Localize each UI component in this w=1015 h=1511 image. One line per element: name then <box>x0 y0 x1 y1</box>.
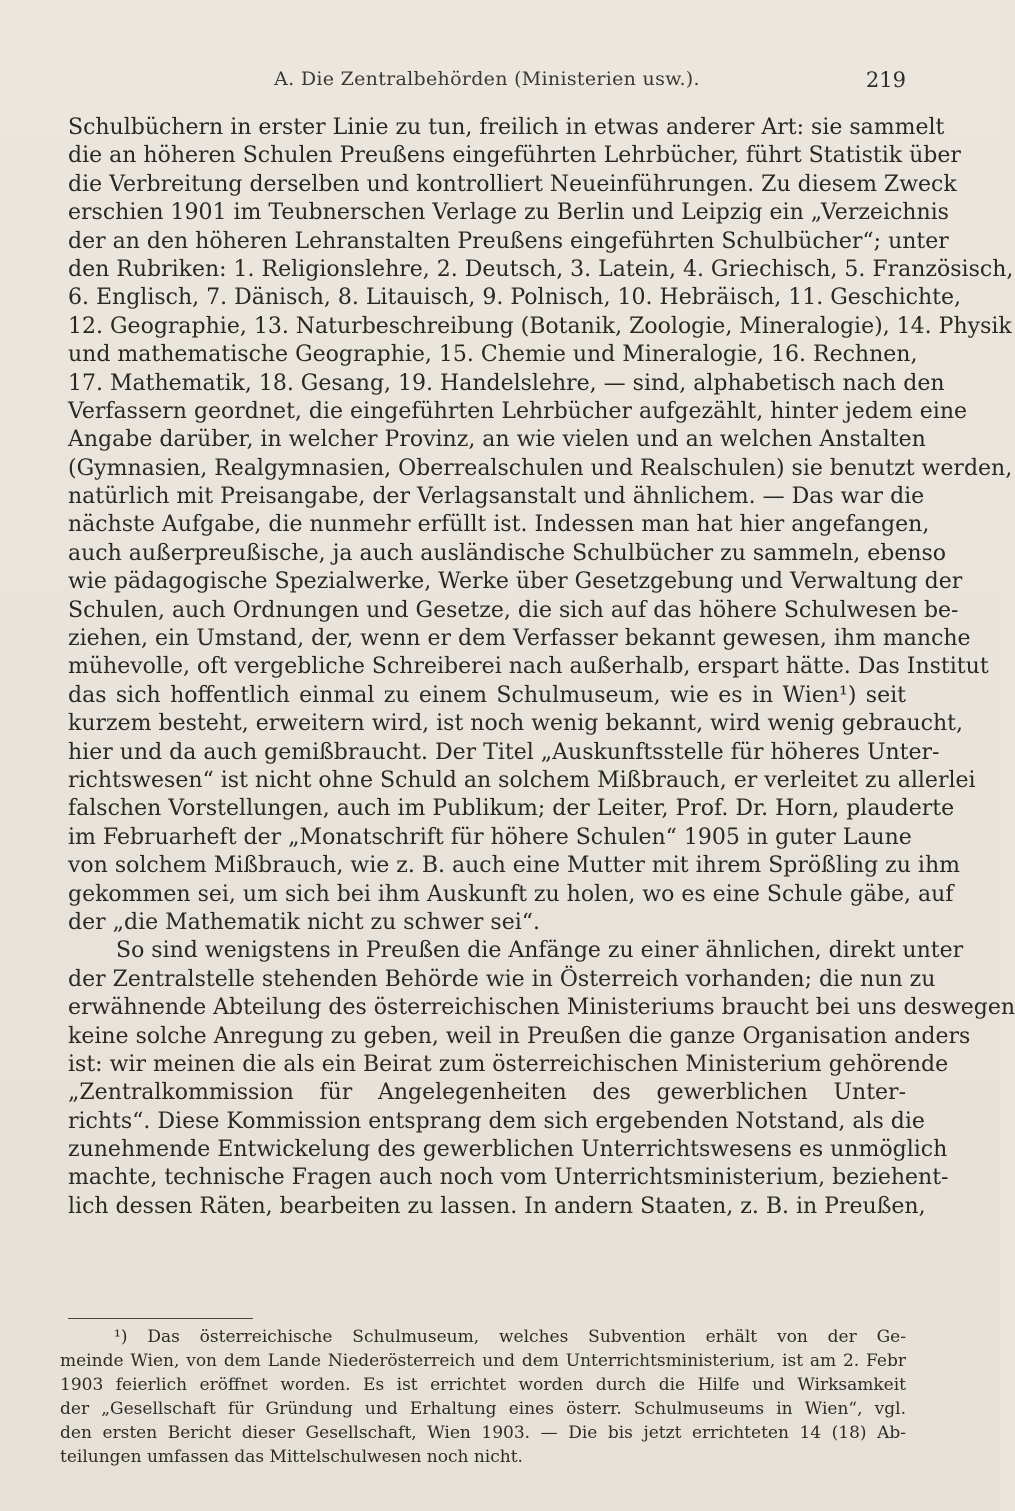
body-line: kurzem besteht, erweitern wird, ist noch wenig bekannt, wird wenig gebraucht, <box>68 711 963 737</box>
body-line: nächste Aufgabe, die nunmehr erfüllt ist. Indessen man hat hier angefangen, <box>68 512 930 538</box>
body-line: Schulbüchern in erster Linie zu tun, freilich in etwas anderer Art: sie sammelt <box>68 115 945 140</box>
body-line: lich dessen Räten, bearbeiten zu lassen. In andern Staaten, z. B. in Preußen, <box>68 1193 926 1219</box>
paragraph-start-line: So sind wenigstens in Preußen die Anfänge zu einer ähnlichen, direkt unter <box>116 938 964 964</box>
body-line: wie pädagogische Spezialwerke, Werke über Gesetzgebung und Verwaltung der <box>68 569 963 595</box>
body-line: mühevolle, oft vergebliche Schreiberei nach außerhalb, erspart hätte. Das Institut <box>68 654 989 680</box>
page-number: 219 <box>865 68 906 92</box>
body-line: gekommen sei, um sich bei ihm Auskunft zu holen, wo es eine Schule gäbe, auf <box>68 881 954 907</box>
body-line: (Gymnasien, Realgymnasien, Oberrealschulen und Realschulen) sie benutzt werden, <box>68 455 1013 481</box>
footnote-line: teilungen umfassen das Mittelschulwesen noch nicht. <box>60 1447 523 1467</box>
footnote <box>60 1325 906 1469</box>
body-line: und mathematische Geographie, 15. Chemie und Mineralogie, 16. Rechnen, <box>68 342 918 368</box>
body-line: erwähnende Abteilung des österreichischen Ministeriums braucht bei uns deswegen <box>68 995 1015 1021</box>
body-line: zunehmende Entwickelung des gewerblichen Unterrichtswesens es unmöglich <box>68 1137 948 1163</box>
body-line: das sich hoffentlich einmal zu einem Schulmuseum, wie es in Wien¹) seit <box>68 682 906 708</box>
body-line: falschen Vorstellungen, auch im Publikum; der Leiter, Prof. Dr. Horn, plauderte <box>68 796 955 822</box>
footnote-line: ¹) Das österreichische Schulmuseum, welches Subvention erhält von der Ge- <box>114 1327 906 1347</box>
running-title: A. Die Zentralbehörden (Ministerien usw.). <box>274 68 700 90</box>
body-line: hier und da auch gemißbraucht. Der Titel „Auskunftsstelle für höheres Unter- <box>68 739 940 765</box>
body-text <box>68 114 1015 1221</box>
body-line: die Verbreitung derselben und kontrolliert Neueinführungen. Zu diesem Zweck <box>68 171 957 197</box>
running-head <box>68 68 906 100</box>
body-line: den Rubriken: 1. Religionslehre, 2. Deutsch, 3. Latein, 4. Griechisch, 5. Französisch, <box>68 256 1014 282</box>
body-line: der „die Mathematik nicht zu schwer sei“. <box>68 909 541 935</box>
footnote-line: den ersten Bericht dieser Gesellschaft, Wien 1903. — Die bis jetzt errichteten 14 (18) Ab- <box>60 1423 906 1443</box>
body-line: natürlich mit Preisangabe, der Verlagsanstalt und ähnlichem. — Das war die <box>68 484 925 510</box>
body-line: richts“. Diese Kommission entsprang dem sich ergebenden Notstand, als die <box>68 1108 925 1134</box>
body-line: 12. Geographie, 13. Naturbeschreibung (Botanik, Zoologie, Mineralogie), 14. Physik <box>68 313 1012 339</box>
body-line: richtswesen“ ist nicht ohne Schuld an solchem Mißbrauch, er verleitet zu allerlei <box>68 767 976 793</box>
footnote-rule <box>68 1318 253 1319</box>
body-line: Verfassern geordnet, die eingeführten Lehrbücher aufgezählt, hinter jedem eine <box>68 398 968 424</box>
body-line: ziehen, ein Umstand, der, wenn er dem Verfasser bekannt gewesen, ihm manche <box>68 626 971 652</box>
body-line: von solchem Mißbrauch, wie z. B. auch eine Mutter mit ihrem Sprößling zu ihm <box>68 853 960 879</box>
footnote-line: der „Gesellschaft für Gründung und Erhaltung eines österr. Schulmuseums in Wien“, vgl. <box>60 1399 906 1419</box>
body-line: der an den höheren Lehranstalten Preußens eingeführten Schulbücher“; unter <box>68 228 949 254</box>
body-line: die an höheren Schulen Preußens eingeführten Lehrbücher, führt Statistik über <box>68 143 961 169</box>
footnote-line: meinde Wien, von dem Lande Niederösterreich und dem Unterrichtsministerium, ist am 2. Febr <box>60 1351 906 1371</box>
body-line: Schulen, auch Ordnungen und Gesetze, die sich auf das höhere Schulwesen be- <box>68 597 959 623</box>
footnote-line: 1903 feierlich eröffnet worden. Es ist errichtet worden durch die Hilfe und Wirksamkeit <box>60 1375 906 1395</box>
body-line: machte, technische Fragen auch noch vom Unterrichtsministerium, beziehent- <box>68 1165 949 1191</box>
body-line: auch außerpreußische, ja auch ausländische Schulbücher zu sammeln, ebenso <box>68 540 947 566</box>
body-line: „Zentralkommission für Angelegenheiten des gewerblichen Unter- <box>68 1080 906 1106</box>
body-line: im Februarheft der „Monatschrift für höhere Schulen“ 1905 in guter Laune <box>68 824 912 850</box>
body-line: 17. Mathematik, 18. Gesang, 19. Handelslehre, — sind, alphabetisch nach den <box>68 370 945 396</box>
body-line: keine solche Anregung zu geben, weil in Preußen die ganze Organisation anders <box>68 1023 971 1049</box>
body-line: Angabe darüber, in welcher Provinz, an wie vielen und an welchen Anstalten <box>68 427 926 453</box>
body-line: der Zentralstelle stehenden Behörde wie in Österreich vorhanden; die nun zu <box>68 966 936 992</box>
body-line: 6. Englisch, 7. Dänisch, 8. Litauisch, 9. Polnisch, 10. Hebräisch, 11. Geschichte, <box>68 285 961 311</box>
body-line: erschien 1901 im Teubnerschen Verlage zu Berlin und Leipzig ein „Verzeichnis <box>68 200 949 226</box>
body-line: ist: wir meinen die als ein Beirat zum österreichischen Ministerium gehörende <box>68 1051 949 1077</box>
